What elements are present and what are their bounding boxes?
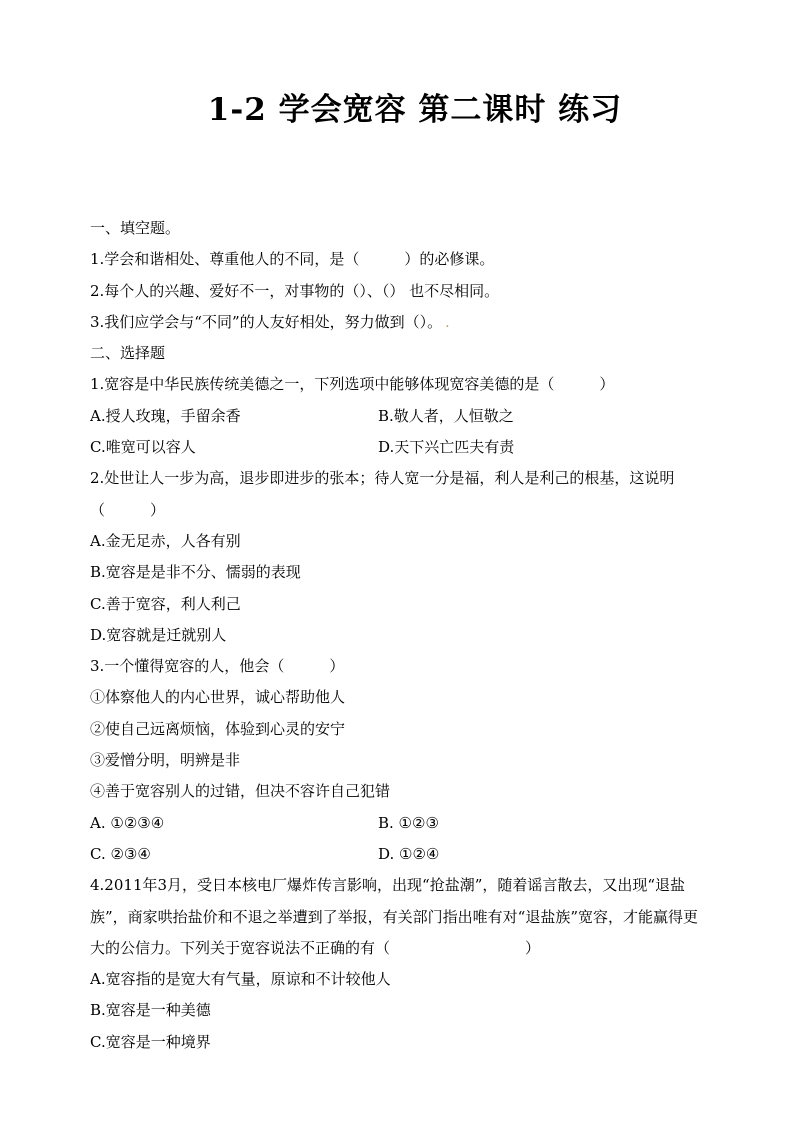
choice-question-1-options-row-2 — [90, 432, 710, 463]
choice-question-3-options-row-1 — [90, 808, 710, 839]
choice-question-3-statement-4: ④善于宽容别人的过错，但决不容许自己犯错 — [90, 782, 391, 801]
choice-question-3-option-b: B. ①②③ — [378, 813, 439, 832]
choice-question-1-options-row-1 — [90, 401, 710, 432]
choice-question-3-option-d: D. ①②④ — [378, 844, 440, 863]
choice-question-2-option-b: B.宽容是是非不分、懦弱的表现 — [90, 563, 301, 582]
page-title: 1-2 学会宽容 第二课时 练习 — [207, 92, 623, 128]
choice-question-3-statement-3: ③爱憎分明，明辨是非 — [90, 751, 241, 770]
fill-question-2: 2.每个人的兴趣、爱好不一，对事物的（）、（） 也不尽相同。 — [90, 281, 500, 300]
fill-question-3 — [90, 307, 710, 338]
choice-question-3-option-c: C. ②③④ — [90, 844, 151, 863]
choice-question-1-option-d: D.天下兴亡匹夫有责 — [378, 438, 515, 457]
choice-question-4-stem: 4.2011年3月，受日本核电厂爆炸传言影响，出现“抢盐潮”，随着谣言散去，又出现“退盐族”，商家哄抬盐价和不退之举遭到了举报，有关部门指出唯有对“退盐族”宽容，才能赢得更大的公信力。下列关于宽容说法不正确的有（ ） — [90, 876, 699, 957]
choice-question-1-stem: 1.宽容是中华民族传统美德之一，下列选项中能够体现宽容美德的是（ ） — [90, 375, 615, 394]
fill-question-1: 1.学会和谐相处、尊重他人的不同，是（ ）的必修课。 — [90, 250, 495, 269]
choice-question-1-option-a: A.授人玫瑰，手留余香 — [90, 406, 241, 425]
choice-question-3-options-row-2 — [90, 839, 710, 870]
choice-question-2-option-c: C.善于宽容，利人利己 — [90, 594, 241, 613]
fill-question-3-text: 3.我们应学会与“不同”的人友好相处，努力做到（）。 — [90, 312, 443, 331]
choice-question-3-statement-1: ①体察他人的内心世界，诚心帮助他人 — [90, 688, 346, 707]
choice-question-2-option-d: D.宽容就是迁就别人 — [90, 625, 227, 644]
choice-question-3-statement-2: ②使自己远离烦恼，体验到心灵的安宁 — [90, 719, 346, 738]
worksheet-body — [90, 213, 710, 1058]
section-heading-fill-blank: 一、填空题。 — [90, 219, 181, 237]
section-heading-choice: 二、选择题 — [90, 344, 166, 363]
choice-question-2-option-a: A.金无足赤，人各有别 — [90, 531, 241, 550]
choice-question-1-option-c: C.唯宽可以容人 — [90, 438, 196, 457]
choice-question-2-stem: 2.处世让人一步为高，退步即进步的张本；待人宽一分是福，利人是利己的根基，这说明（ ） — [90, 469, 675, 519]
choice-question-4-option-a: A.宽容指的是宽大有气量，原谅和不计较他人 — [90, 970, 391, 989]
choice-question-4-option-c: C.宽容是一种境界 — [90, 1032, 211, 1051]
choice-question-4-option-b: B.宽容是一种美德 — [90, 1001, 211, 1020]
choice-question-3-option-a: A. ①②③④ — [90, 813, 165, 832]
fill-question-3-mark: . — [445, 314, 450, 331]
choice-question-1-option-b: B.敬人者，人恒敬之 — [378, 406, 514, 425]
choice-question-3-stem: 3.一个懂得宽容的人，他会（ ） — [90, 657, 345, 676]
